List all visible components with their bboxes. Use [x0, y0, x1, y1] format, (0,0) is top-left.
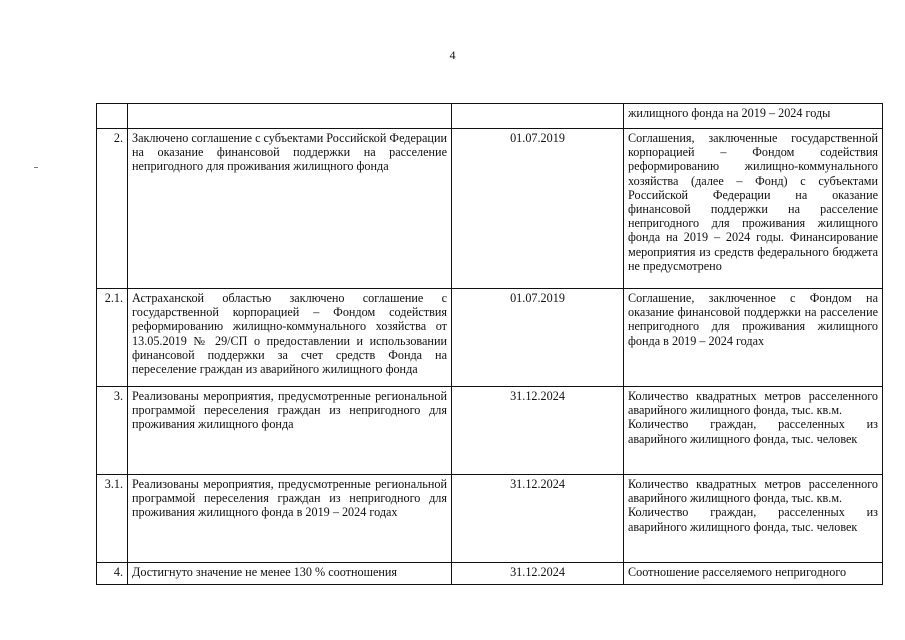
- result-cell: [624, 104, 883, 129]
- row-number: [97, 104, 128, 129]
- event-cell: Реализованы мероприятия, предусмотренные региональной программой переселения граждан из непригодного для проживания жилищного фонда в 2019 – 2024 годах: [128, 475, 452, 563]
- row-number: 2.: [97, 129, 128, 289]
- event-cell: Заключено соглашение с субъектами Российской Федерации на оказание финансовой поддержки на расселение непригодного для проживания жилищного фонда: [128, 129, 452, 289]
- result-text: Соотношение расселяемого непригодного: [628, 565, 847, 579]
- result-text: Соглашения, заключенные государственной корпорацией – Фондом содействия реформированию жилищно-коммунального хозяйства (далее – Фонд) с субъектами Российской Федерации на оказание финансовой поддержки на расселение непригодного для проживания жилищного фонда на 2019 – 2024 годы. Финансирование мероприятия из средств федерального бюджета не предусмотрено: [628, 131, 878, 273]
- event-cell: [128, 104, 452, 129]
- row-number: 3.1.: [97, 475, 128, 563]
- result-cell: [624, 475, 883, 563]
- row-number: 4.: [97, 563, 128, 585]
- date-cell: [452, 104, 624, 129]
- table-row: [97, 129, 883, 289]
- date-cell: 31.12.2024: [452, 563, 624, 585]
- row-number: 2.1.: [97, 289, 128, 387]
- result-text: Количество граждан, расселенных из аварийного жилищного фонда, тыс. человек: [628, 417, 878, 446]
- result-text: Количество квадратных метров расселенного аварийного жилищного фонда, тыс. кв.м.: [628, 389, 878, 418]
- result-cell: [624, 387, 883, 475]
- result-cell: [624, 129, 883, 289]
- date-cell: 01.07.2019: [452, 289, 624, 387]
- date-cell: 31.12.2024: [452, 387, 624, 475]
- result-text: Соглашение, заключенное с Фондом на оказание финансовой поддержки на расселение непригодного для проживания жилищного фонда в 2019 – 2024 годах: [628, 291, 878, 348]
- date-cell: 01.07.2019: [452, 129, 624, 289]
- result-text: жилищного фонда на 2019 – 2024 годы: [628, 106, 831, 120]
- event-cell: Реализованы мероприятия, предусмотренные региональной программой переселения граждан из непригодного для проживания жилищного фонда: [128, 387, 452, 475]
- result-text: Количество граждан, расселенных из аварийного жилищного фонда, тыс. человек: [628, 505, 878, 534]
- table-row: [97, 104, 883, 129]
- result-cell: [624, 563, 883, 585]
- row-number: 3.: [97, 387, 128, 475]
- date-cell: 31.12.2024: [452, 475, 624, 563]
- page-number: 4: [449, 48, 456, 62]
- event-cell: Достигнуто значение не менее 130 % соотношения: [128, 563, 452, 585]
- table-row: [97, 563, 883, 585]
- table-row: [97, 289, 883, 387]
- table-row: [97, 475, 883, 563]
- measures-table: [96, 103, 883, 585]
- margin-mark: [34, 167, 38, 168]
- result-text: Количество квадратных метров расселенного аварийного жилищного фонда, тыс. кв.м.: [628, 477, 878, 506]
- result-cell: [624, 289, 883, 387]
- event-cell: Астраханской областью заключено соглашение с государственной корпорацией – Фондом содействия реформированию жилищно-коммунального хозяйства от 13.05.2019 № 29/СП о предоставлении и использовании финансовой поддержки за счет средств Фонда на переселение граждан из аварийного жилищного фонда: [128, 289, 452, 387]
- table-row: [97, 387, 883, 475]
